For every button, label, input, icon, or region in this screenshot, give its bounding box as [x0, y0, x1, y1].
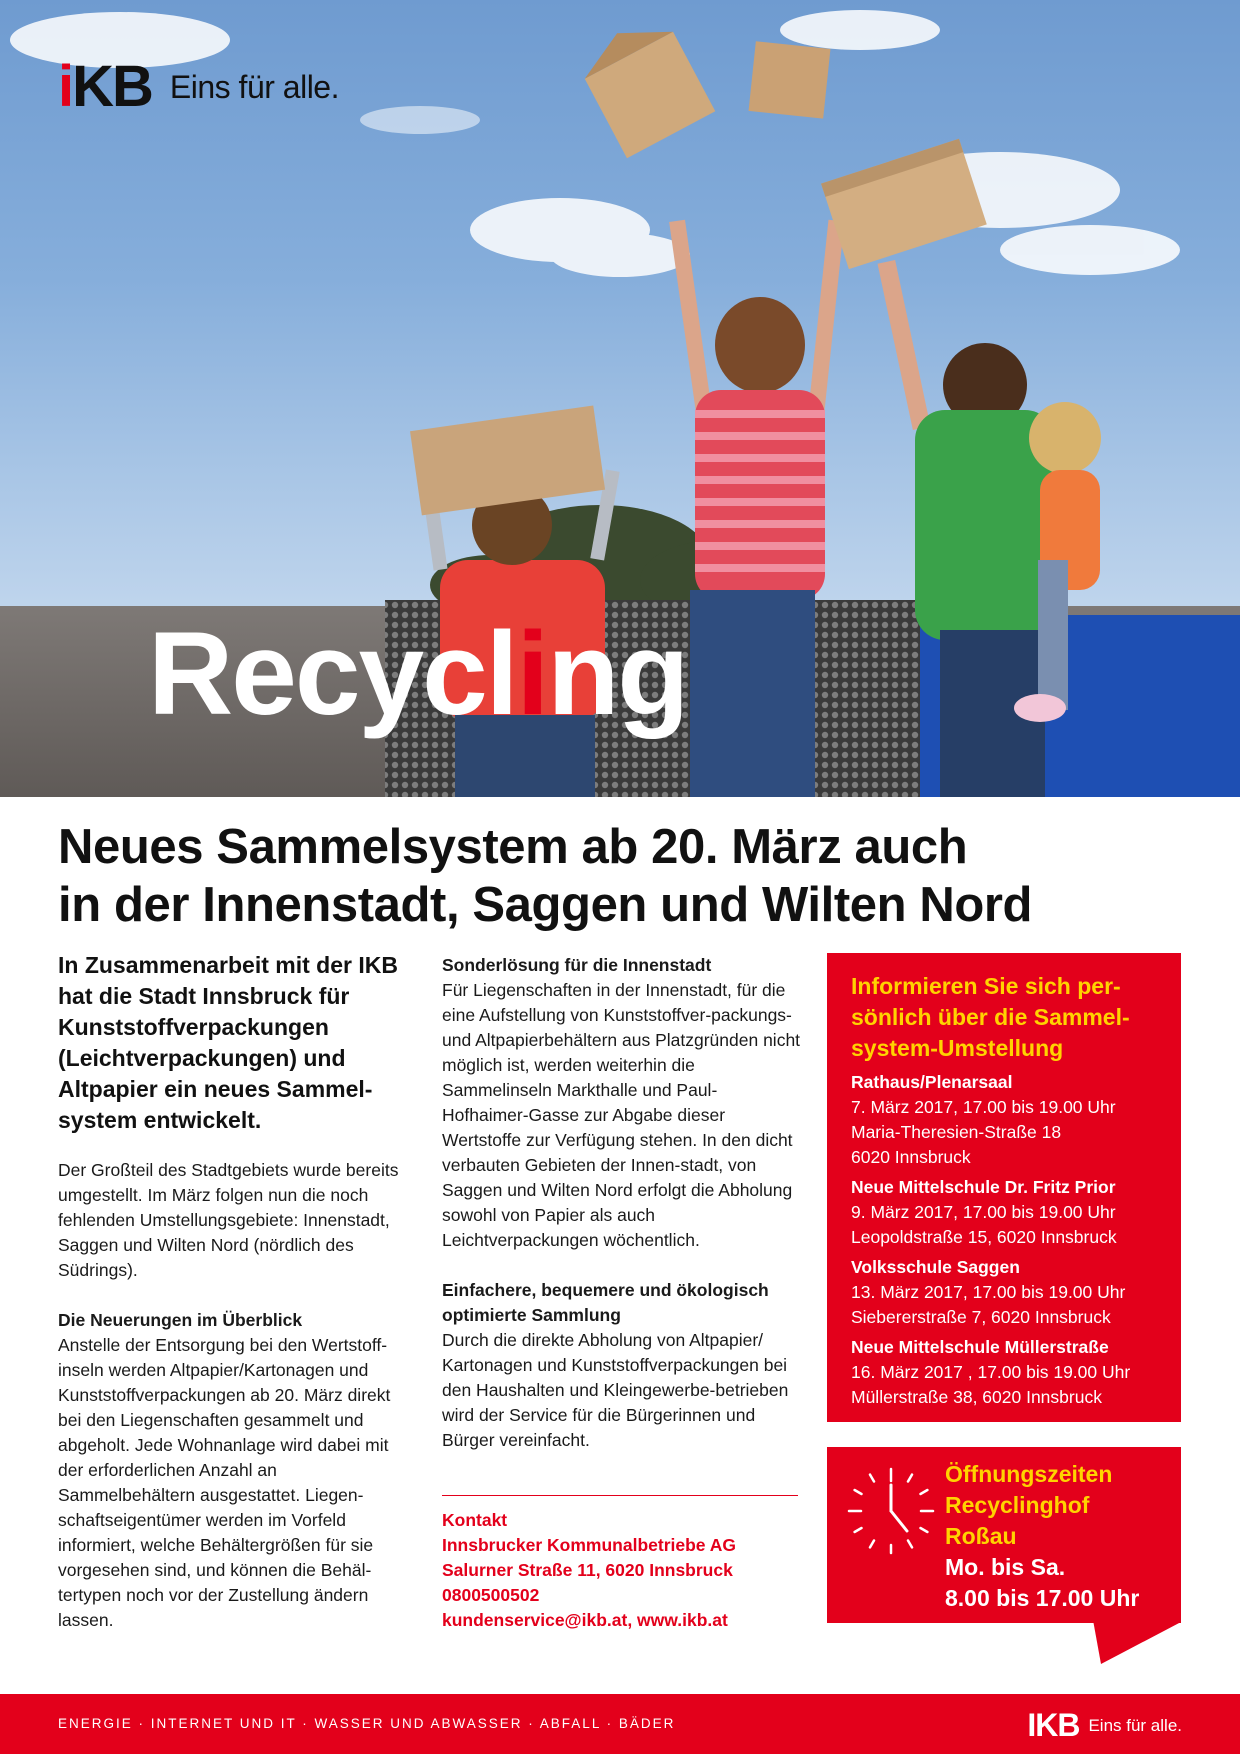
footer-logo-claim: Eins für alle. — [1088, 1715, 1182, 1735]
ikb-logo-claim: Eins für alle. — [169, 68, 339, 105]
ikb-logo — [58, 54, 339, 119]
hero-title-part1: Recycl — [148, 608, 517, 740]
section-text-innenstadt: Für Liegenschaften in der Innenstadt, für die eine Aufstellung von Kunststoffver-packungs- und Altpapierbehältern aus Platzgründen nicht möglich ist, werden weiterhin die Sammelinseln Markthalle und Paul-Hofhaimer-Gasse zur Abgabe dieser Wertstoffe zur Verfügung stehen. In den dicht verbauten Gebieten der Innen-stadt, von Saggen und Wilten Nord erfolgt die Abholung sowohl von Papier als auch Leichtverpackungen wöchentlich. — [442, 980, 801, 1250]
event-date: 9. März 2017, 17.00 bis 19.00 Uhr — [851, 1202, 1116, 1222]
contact-address: Salurner Straße 11, 6020 Innsbruck — [442, 1560, 733, 1580]
hero-title-part2: ng — [547, 608, 688, 740]
opening-hours-box — [827, 1447, 1181, 1623]
event-city: 6020 Innsbruck — [851, 1147, 971, 1167]
headline-line1: Neues Sammelsystem ab 20. März auch — [58, 820, 968, 874]
info-events-box — [827, 953, 1181, 1422]
footer-divisions: ENERGIE · INTERNET UND IT · WASSER UND ABWASSER · ABFALL · BÄDER — [58, 1716, 676, 1731]
contact-phone[interactable]: 0800500502 — [442, 1585, 540, 1605]
section-text-overview: Anstelle der Entsorgung bei den Wertstoff-inseln werden Altpapier/Kartonagen und Kunststoffverpackungen ab 20. März direkt bei den Liegenschaften gesammelt und abgeholt. Jede Wohnanlage wird dabei mit der erforderlichen Anzahl an Sammelbehältern ausgestattet. Liegen-schaftseigentümer werden im Vorfeld informiert, welche Behältergrößen für sie vorgesehen sind, und können die Behäl-tertypen noch vor der Zustellung ändern lassen. — [58, 1335, 391, 1630]
event-address: Maria-Theresien-Straße 18 — [851, 1122, 1062, 1142]
contact-block — [442, 1495, 798, 1633]
event-item — [851, 1255, 1158, 1330]
info-box-title: Informieren Sie sich per-sönlich über die Sammel-system-Umstellung — [851, 973, 1130, 1061]
footer-logo — [1027, 1707, 1182, 1744]
clouds — [10, 10, 1180, 277]
event-name: Neue Mittelschule Müllerstraße — [851, 1337, 1109, 1357]
hours-title-line1: Öffnungszeiten — [945, 1461, 1113, 1487]
event-name: Rathaus/Plenarsaal — [851, 1072, 1013, 1092]
event-address: Leopoldstraße 15, 6020 Innsbruck — [851, 1227, 1117, 1247]
event-date: 7. März 2017, 17.00 bis 19.00 Uhr — [851, 1097, 1116, 1117]
column-middle — [442, 953, 802, 1453]
hours-time: 8.00 bis 17.00 Uhr — [945, 1585, 1140, 1611]
event-date: 16. März 2017 , 17.00 bis 19.00 Uhr — [851, 1362, 1131, 1382]
hours-box-flag — [1093, 1620, 1181, 1666]
hero-image — [0, 0, 1240, 797]
event-item — [851, 1070, 1158, 1170]
contact-heading: Kontakt — [442, 1510, 508, 1530]
event-name: Neue Mittelschule Dr. Fritz Prior — [851, 1177, 1116, 1197]
clock-icon — [845, 1465, 937, 1557]
event-address: Müllerstraße 38, 6020 Innsbruck — [851, 1387, 1102, 1407]
intro-paragraph: Der Großteil des Stadtgebiets wurde bereits umgestellt. Im März folgen nun die noch fehlenden Umstellungsgebiete: Innenstadt, Saggen und Wilten Nord (nördlich des Südrings). — [58, 1160, 399, 1280]
opening-hours-text — [945, 1459, 1139, 1614]
contact-email-web[interactable]: kundenservice@ikb.at, www.ikb.at — [442, 1610, 728, 1630]
event-address: Siebererstraße 7, 6020 Innsbruck — [851, 1307, 1111, 1327]
section-heading-innenstadt: Sonderlösung für die Innenstadt — [442, 955, 712, 975]
headline-line2: in der Innenstadt, Saggen und Wilten Nord — [58, 878, 1033, 932]
section-heading-overview: Die Neuerungen im Überblick — [58, 1310, 303, 1330]
hero-title — [148, 608, 688, 740]
event-name: Volksschule Saggen — [851, 1257, 1020, 1277]
column-left — [58, 950, 418, 1633]
footer-logo-mark: IKB — [1027, 1707, 1080, 1743]
hero-title-accent: i — [516, 608, 548, 740]
section-text-collection: Durch die direkte Abholung von Altpapier/ Kartonagen und Kunststoffverpackungen bei den Haushalten und Kleingewerbe-betrieben wird der Service für die Bürgerinnen und Bürger vereinfacht. — [442, 1330, 789, 1450]
event-item — [851, 1175, 1158, 1250]
lead-paragraph: In Zusammenarbeit mit der IKB hat die Stadt Innsbruck für Kunststoffverpackungen (Leichtverpackungen) und Altpapier ein neues Sammel-system entwickelt. — [58, 952, 398, 1133]
ikb-logo-mark: iKB — [58, 54, 152, 119]
event-item — [851, 1335, 1158, 1410]
contact-company: Innsbrucker Kommunalbetriebe AG — [442, 1535, 736, 1555]
section-heading-collection: Einfachere, bequemere und ökologisch optimierte Sammlung — [442, 1280, 769, 1325]
page-headline — [58, 818, 1188, 934]
footer-bar — [0, 1694, 1240, 1754]
hours-title-line2: Recyclinghof — [945, 1492, 1090, 1518]
event-date: 13. März 2017, 17.00 bis 19.00 Uhr — [851, 1282, 1126, 1302]
hours-title-line3: Roßau — [945, 1523, 1017, 1549]
hours-days: Mo. bis Sa. — [945, 1554, 1066, 1580]
